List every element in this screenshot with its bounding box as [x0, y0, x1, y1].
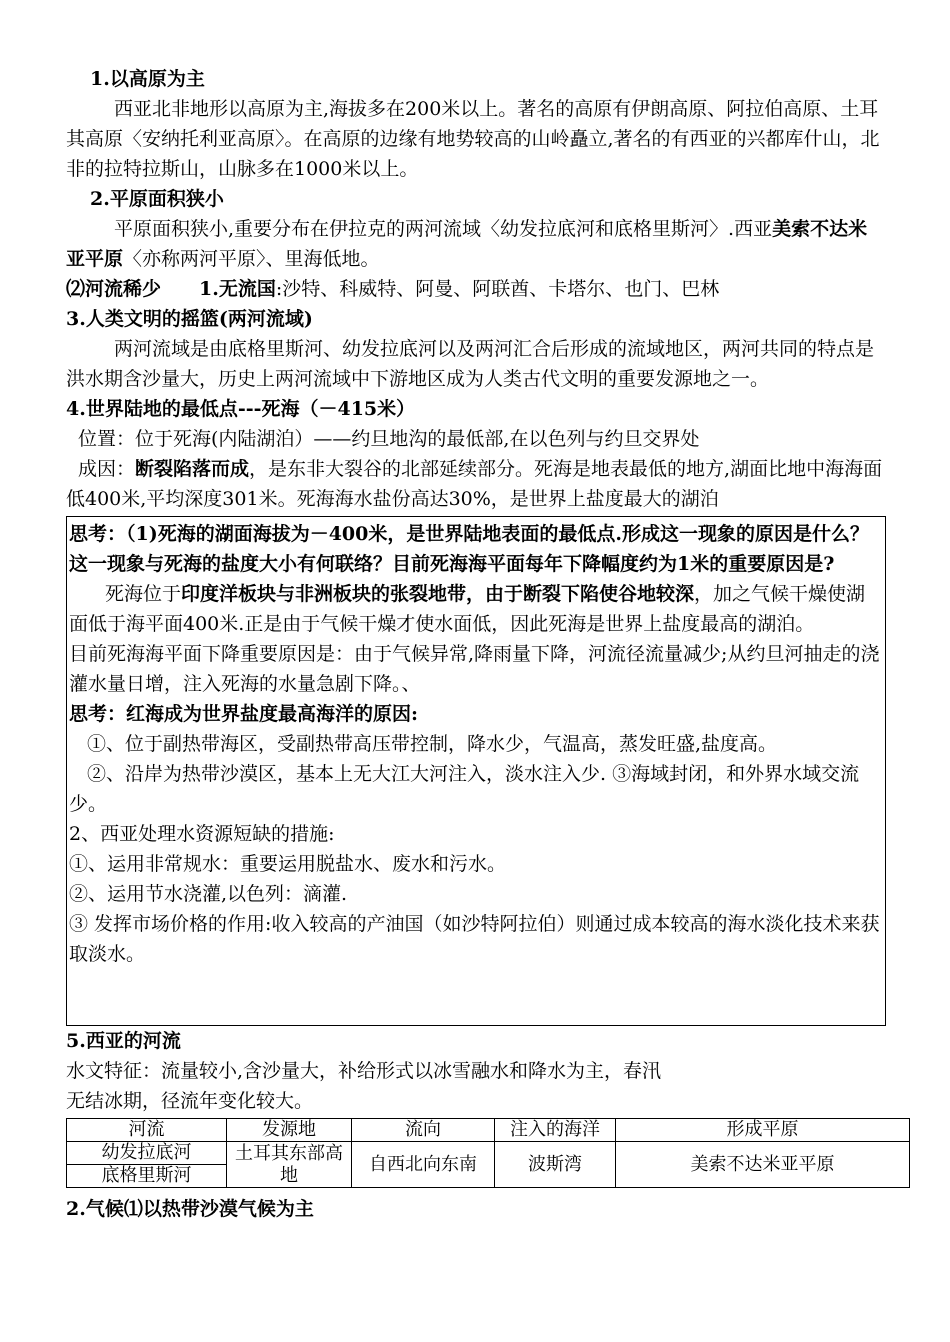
text-span: ，是东非大裂谷的北部延续部分。死海是地表最低的地方,湖面比地中海海面低400米,平均深度301米。死海海水盐份高达30%，是世界上盐度最大的湖泊 [66, 458, 883, 510]
document-page [66, 64, 886, 1224]
table-header-cell: 流向 [352, 1119, 495, 1142]
bold-term: 美索不达米亚平原 [66, 218, 868, 270]
paragraph-hydrology-1: 水文特征：流量较小,含沙量大，补给形式以冰雪融水和降水为主，春汛 [66, 1060, 662, 1082]
reason-2: ②、沿岸为热带沙漠区，基本上无大江大河注入，淡水注入少. ③海域封闭，和外界水域交流少。 [69, 763, 860, 815]
table-header-cell: 形成平原 [616, 1119, 910, 1142]
table-row [67, 1142, 910, 1165]
text-span: 死海位于 [105, 583, 182, 605]
table-cell-river: 底格里斯河 [67, 1165, 227, 1188]
think-answer-1 [69, 579, 883, 639]
think-question-2: 思考：红海成为世界盐度最高海洋的原因: [69, 703, 419, 725]
text-span: ，加之气候干燥使湖面低于海平面400米.正是由于气候干燥才使水面低，因此死海是世界上盐度最高的湖泊。 [69, 583, 866, 635]
text-span: 平原面积狭小,重要分布在伊拉克的两河流域〈幼发拉底河和底格里斯河〉.西亚 [114, 218, 773, 240]
bold-term: 印度洋板块与非洲板块的张裂地带，由于断裂下陷使谷地较深 [181, 583, 695, 605]
section-title-plain: 2.平原面积狭小 [90, 188, 224, 210]
table-cell-sea: 波斯湾 [495, 1142, 616, 1188]
bold-term: 1.无流国 [199, 278, 276, 300]
paragraph-plateau: 西亚北非地形以高原为主,海拔多在200米以上。著名的高原有伊朗高原、阿拉伯高原、土耳其高原〈安纳托利亚高原〉。在高原的边缘有地势较高的山岭矗立,著名的有西亚的兴都库什山，北非的拉特拉斯山，山脉多在1000米以上。 [66, 98, 880, 180]
section-title-cradle: 3.人类文明的摇篮(两河流域) [66, 308, 313, 330]
label-span: 成因： [78, 458, 136, 480]
text-span: :沙特、科威特、阿曼、阿联酋、卡塔尔、也门、巴林 [275, 278, 720, 300]
table-cell-plain: 美索不达米亚平原 [616, 1142, 910, 1188]
measure-2: ②、运用节水浇灌,以色列：滴灌. [69, 883, 348, 905]
table-cell-direction: 自西北向东南 [352, 1142, 495, 1188]
reason-1: ①、位于副热带海区，受副热带高压带控制，降水少，气温高，蒸发旺盛,盐度高。 [87, 733, 778, 755]
subsection-title: ⑵河流稀少 [66, 278, 162, 300]
table-cell-river: 幼发拉底河 [67, 1142, 227, 1165]
section-title-dead-sea: 4.世界陆地的最低点---死海（－415米） [66, 398, 416, 420]
paragraph-cause [66, 454, 886, 514]
measure-3: ③ 发挥市场价格的作用:收入较高的产油国（如沙特阿拉伯）则通过成本较高的海水淡化技术来获取淡水。 [69, 913, 880, 965]
table-header-cell: 发源地 [227, 1119, 352, 1142]
think-question-1: 思考：（1)死海的湖面海拔为－400米，是世界陆地表面的最低点.形成这一现象的原因是什么？这一现象与死海的盐度大小有何联络？目前死海海平面每年下降幅度约为1米的重要原因是? [69, 523, 869, 575]
paragraph-rivers-scarce [66, 274, 886, 304]
measures-title: 2、西亚处理水资源短缺的措施: [69, 823, 335, 845]
section-title-plateau: 1.以高原为主 [90, 68, 205, 90]
paragraph-cradle: 两河流域是由底格里斯河、幼发拉底河以及两河汇合后形成的流域地区，两河共同的特点是洪水期含沙量大，历史上两河流域中下游地区成为人类古代文明的重要发源地之一。 [66, 338, 875, 390]
text-span: 〈亦称两河平原〉、里海低地。 [123, 248, 380, 270]
rivers-table [66, 1118, 910, 1188]
table-header-row [67, 1119, 910, 1142]
bold-term: 断裂陷落而成 [135, 458, 250, 480]
paragraph-position: 位置：位于死海(内陆湖泊）——约旦地沟的最低部,在以色列与约旦交界处 [78, 428, 700, 450]
measure-1: ①、运用非常规水：重要运用脱盐水、废水和污水。 [69, 853, 507, 875]
paragraph-hydrology-2: 无结冰期，径流年变化较大。 [66, 1090, 314, 1112]
table-header-cell: 注入的海洋 [495, 1119, 616, 1142]
table-header-cell: 河流 [67, 1119, 227, 1142]
table-cell-source: 土耳其东部高地 [227, 1142, 352, 1188]
think-answer-2: 目前死海海平面下降重要原因是：由于气候异常,降雨量下降，河流径流量减少;从约旦河抽走的浇灌水量日增，注入死海的水量急剧下降。、 [69, 643, 880, 695]
section-title-climate: 2.气候⑴以热带沙漠气候为主 [66, 1198, 314, 1220]
thinking-box [66, 516, 886, 1026]
section-title-rivers: 5.西亚的河流 [66, 1030, 181, 1052]
paragraph-plain [66, 214, 886, 274]
